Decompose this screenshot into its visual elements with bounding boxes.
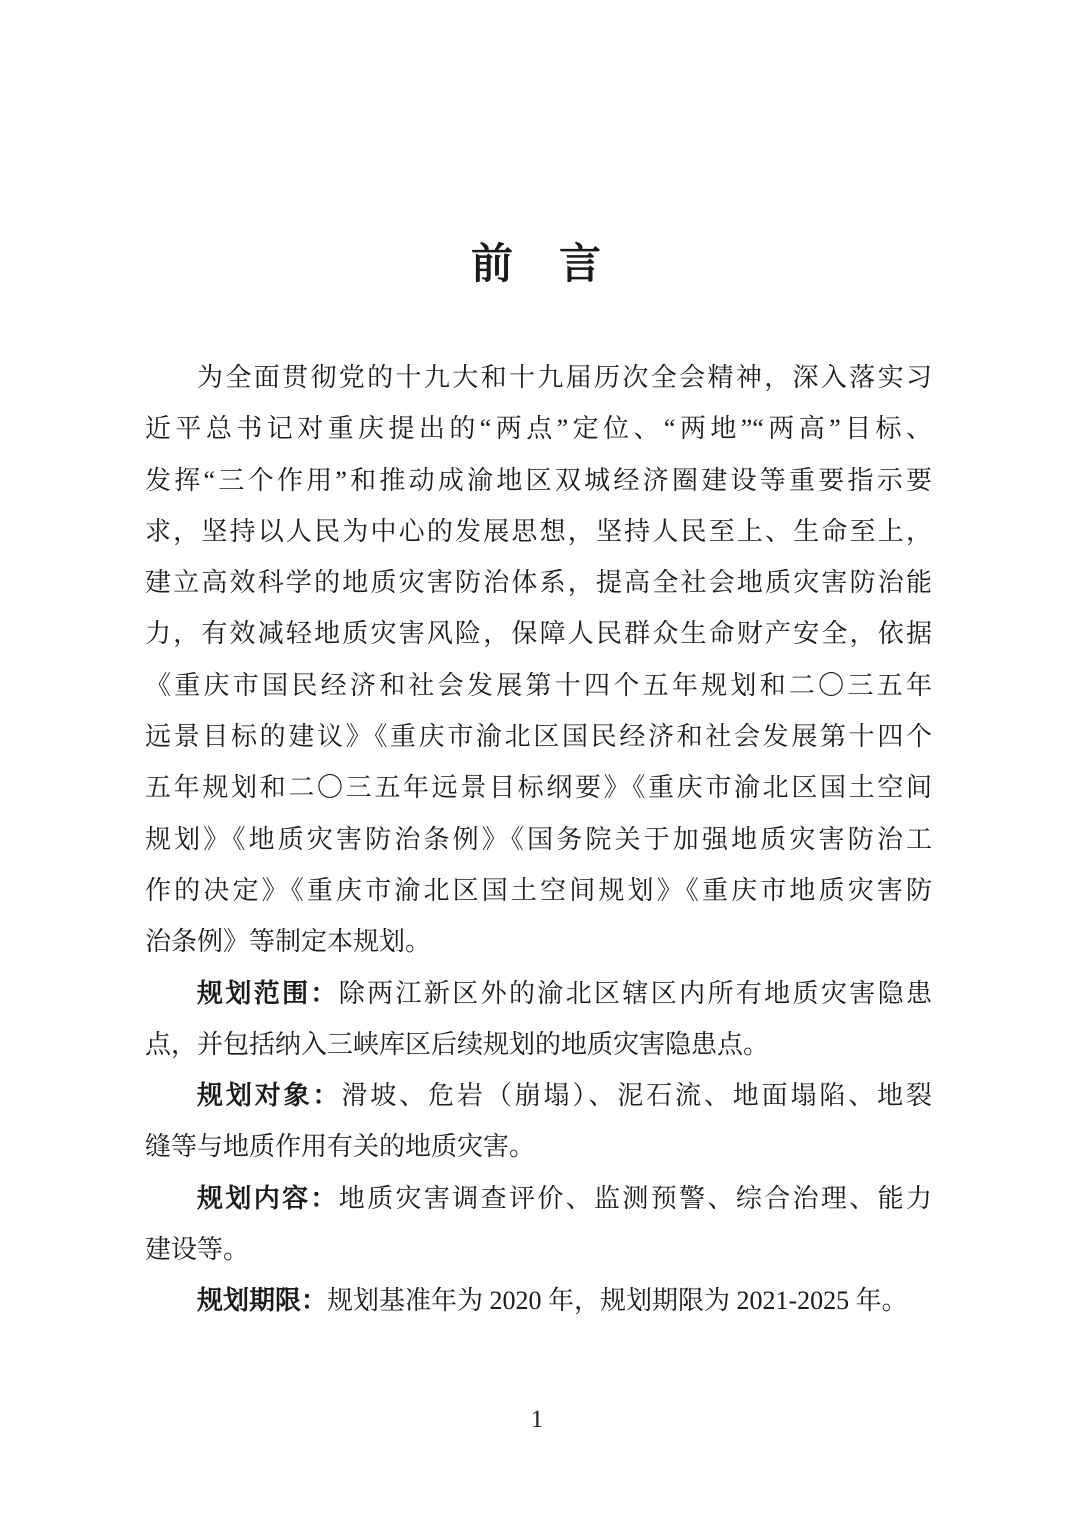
objects-label: 规划对象：: [197, 1080, 342, 1111]
intro-line: 远景目标的建议》《重庆市渝北区国民经济和社会发展第十四个: [145, 722, 932, 752]
period-text: 规划基准年为 2020 年，规划期限为 2021-2025 年。: [327, 1286, 908, 1316]
intro-line: 治条例》等制定本规划。: [145, 927, 432, 957]
scope-line: [145, 968, 932, 1019]
intro-line: 力，有效减轻地质灾害风险，保障人民群众生命财产安全，依据: [145, 619, 932, 649]
intro-line: 建立高效科学的地质灾害防治体系，提高全社会地质灾害防治能: [145, 568, 932, 598]
intro-line: 为全面贯彻党的十九大和十九届历次全会精神，深入落实习: [197, 363, 932, 392]
intro-line: 作的决定》《重庆市渝北区国土空间规划》《重庆市地质灾害防: [145, 875, 932, 905]
page-title: 前 言: [470, 242, 603, 288]
objects-text: 滑坡、危岩（崩塌）、泥石流、地面塌陷、地裂: [341, 1081, 932, 1111]
intro-line: 五年规划和二〇三五年远景目标纲要》《重庆市渝北区国土空间: [145, 773, 932, 803]
objects-line: 缝等与地质作用有关的地质灾害。: [145, 1132, 536, 1162]
content-line: 建设等。: [145, 1235, 250, 1265]
scope-text: 除两江新区外的渝北区辖区内所有地质灾害隐患: [338, 978, 932, 1008]
intro-line: 规划》《地质灾害防治条例》《国务院关于加强地质灾害防治工: [145, 824, 932, 854]
period-label: 规划期限：: [197, 1285, 328, 1316]
intro-line: 近平总书记对重庆提出的“两点”定位、“两地”“两高”目标、: [145, 414, 932, 444]
scope-line: 点，并包括纳入三峡库区后续规划的地质灾害隐患点。: [145, 1029, 770, 1059]
intro-line: 求，坚持以人民为中心的发展思想，坚持人民至上、生命至上，: [145, 516, 932, 546]
period-line: [145, 1275, 932, 1326]
content-label: 规划内容：: [197, 1182, 339, 1213]
body-text: [145, 352, 932, 1327]
page-number: 1: [530, 1406, 544, 1433]
intro-line: 发挥“三个作用”和推动成渝地区双城经济圈建设等重要指示要: [145, 465, 932, 495]
content-text: 地质灾害调查评价、监测预警、综合治理、能力: [338, 1183, 932, 1213]
objects-line: [145, 1070, 932, 1121]
intro-line: 《重庆市国民经济和社会发展第十四个五年规划和二〇三五年: [145, 670, 932, 700]
scope-label: 规划范围：: [197, 977, 339, 1008]
content-line: [145, 1173, 932, 1224]
